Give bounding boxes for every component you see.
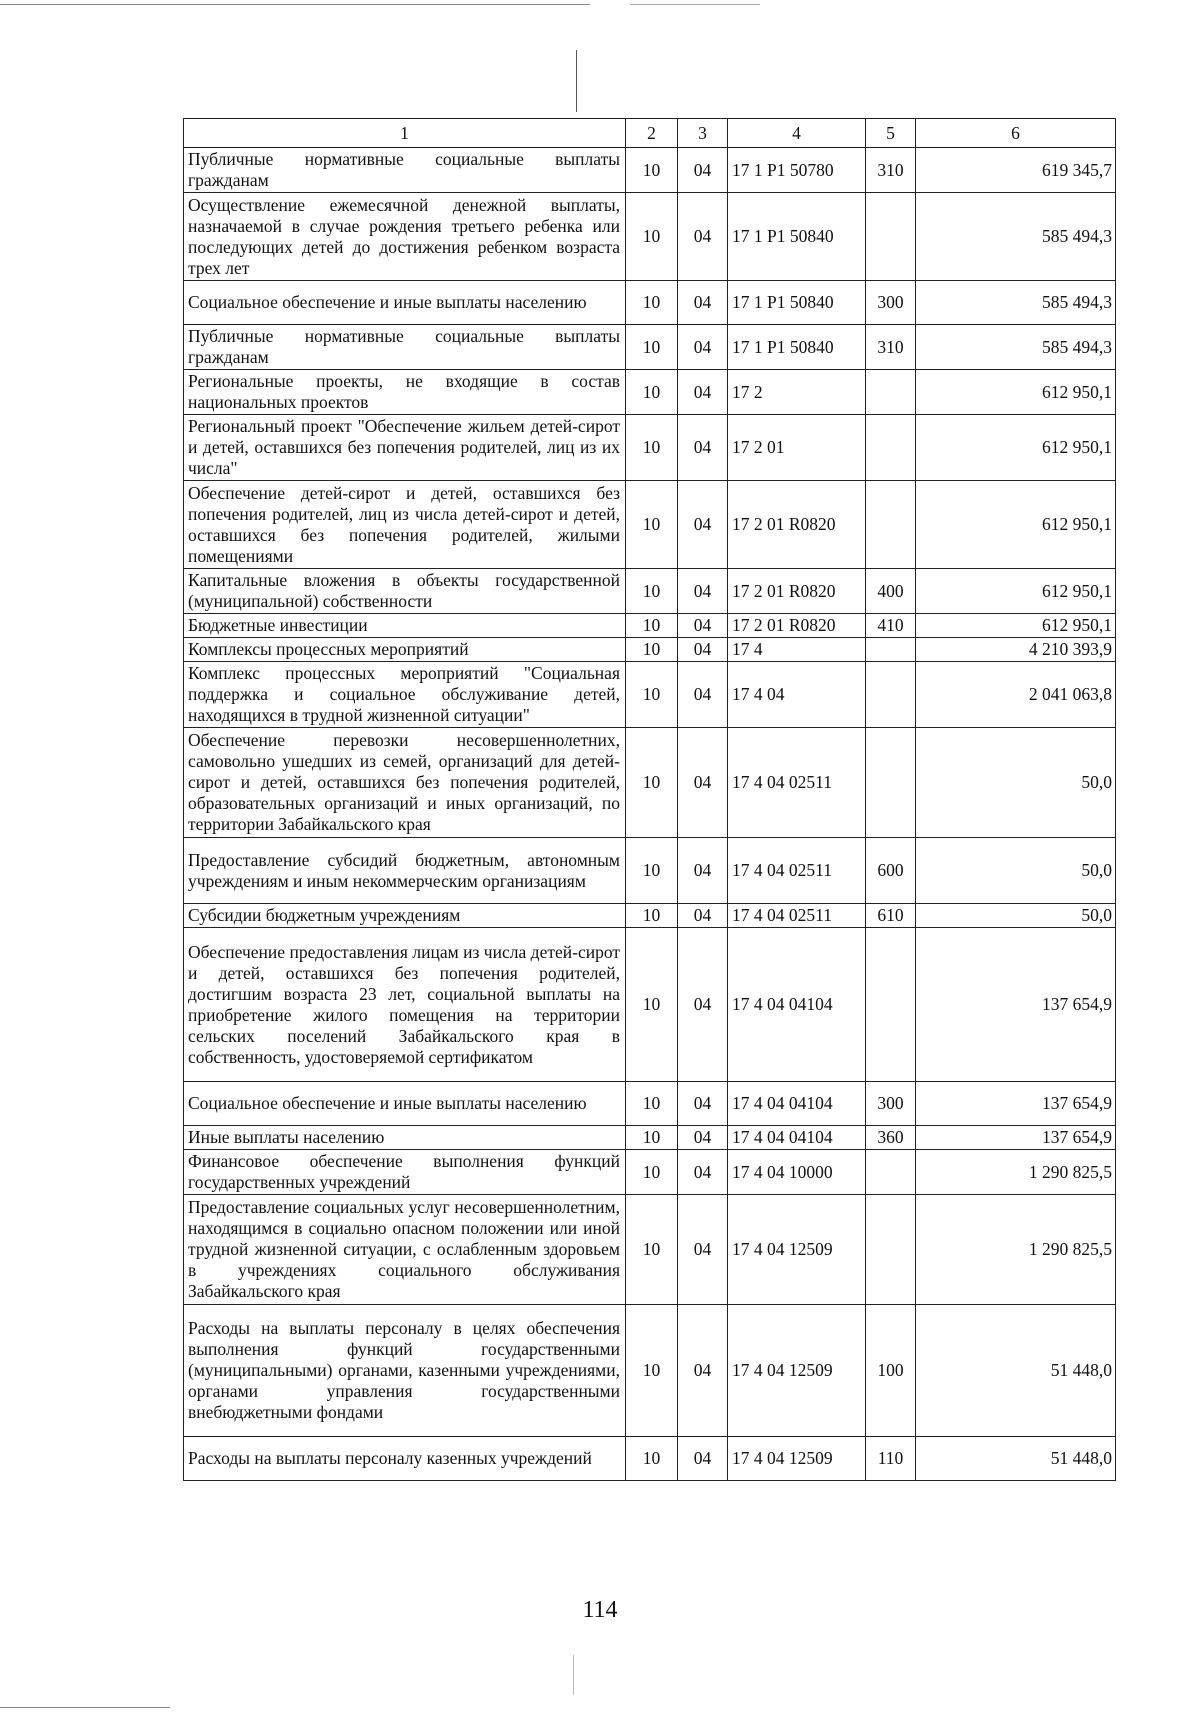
section-code-cell: 10: [626, 1082, 678, 1126]
amount-cell: 612 950,1: [916, 370, 1116, 415]
table-row: [184, 614, 1116, 638]
table-row: [184, 481, 1116, 569]
table-row: [184, 1150, 1116, 1195]
subsection-code-cell: 04: [678, 148, 728, 193]
row-name-cell: Социальное обеспечение и иные выплаты населению: [184, 1082, 626, 1126]
subsection-code-cell: 04: [678, 838, 728, 904]
column-header: 5: [866, 119, 916, 148]
subsection-code-cell: 04: [678, 370, 728, 415]
target-article-cell: 17 4 04 12509: [728, 1305, 866, 1437]
expense-type-cell: [866, 928, 916, 1082]
section-code-cell: 10: [626, 838, 678, 904]
column-header: 2: [626, 119, 678, 148]
target-article-cell: 17 4 04 12509: [728, 1437, 866, 1481]
expense-type-cell: [866, 193, 916, 281]
amount-cell: 612 950,1: [916, 481, 1116, 569]
table-row: [184, 148, 1116, 193]
table-row: [184, 904, 1116, 928]
target-article-cell: 17 2: [728, 370, 866, 415]
table-header-row: [184, 119, 1116, 148]
amount-cell: 2 041 063,8: [916, 662, 1116, 728]
expense-type-cell: 100: [866, 1305, 916, 1437]
subsection-code-cell: 04: [678, 904, 728, 928]
row-name-cell: Социальное обеспечение и иные выплаты населению: [184, 281, 626, 325]
amount-cell: 51 448,0: [916, 1437, 1116, 1481]
target-article-cell: 17 4 04 04104: [728, 928, 866, 1082]
amount-cell: 51 448,0: [916, 1305, 1116, 1437]
subsection-code-cell: 04: [678, 1437, 728, 1481]
amount-cell: 585 494,3: [916, 193, 1116, 281]
section-code-cell: 10: [626, 148, 678, 193]
table-row: [184, 1195, 1116, 1305]
row-name-cell: Предоставление субсидий бюджетным, автономным учреждениям и иным некоммерческим организациям: [184, 838, 626, 904]
row-name-cell: Обеспечение перевозки несовершеннолетних, самовольно ушедших из семей, организаций для детей-сирот и детей, оставшихся без попечения родителей, образовательных организаций и иных организаций, по территории Забайкальского края: [184, 728, 626, 838]
row-name-cell: Иные выплаты населению: [184, 1126, 626, 1150]
subsection-code-cell: 04: [678, 193, 728, 281]
scan-edge-bottom: [0, 1707, 170, 1708]
target-article-cell: 17 2 01 R0820: [728, 481, 866, 569]
section-code-cell: 10: [626, 1126, 678, 1150]
row-name-cell: Публичные нормативные социальные выплаты гражданам: [184, 325, 626, 370]
subsection-code-cell: 04: [678, 728, 728, 838]
expense-type-cell: [866, 481, 916, 569]
section-code-cell: 10: [626, 193, 678, 281]
amount-cell: 50,0: [916, 838, 1116, 904]
target-article-cell: 17 4 04 04104: [728, 1082, 866, 1126]
table-row: [184, 662, 1116, 728]
subsection-code-cell: 04: [678, 569, 728, 614]
expense-type-cell: 400: [866, 569, 916, 614]
scan-edge-top-right: [630, 4, 760, 5]
row-name-cell: Региональные проекты, не входящие в состав национальных проектов: [184, 370, 626, 415]
table-row: [184, 1305, 1116, 1437]
table-row: [184, 193, 1116, 281]
subsection-code-cell: 04: [678, 614, 728, 638]
table-row: [184, 838, 1116, 904]
target-article-cell: 17 4 04: [728, 662, 866, 728]
row-name-cell: Комплексы процессных мероприятий: [184, 638, 626, 662]
target-article-cell: 17 4 04 02511: [728, 728, 866, 838]
budget-table: [183, 118, 1116, 1481]
column-header: 3: [678, 119, 728, 148]
subsection-code-cell: 04: [678, 1195, 728, 1305]
table-row: [184, 1082, 1116, 1126]
row-name-cell: Комплекс процессных мероприятий "Социальная поддержка и социальное обслуживание детей, находящихся в трудной жизненной ситуации": [184, 662, 626, 728]
subsection-code-cell: 04: [678, 1305, 728, 1437]
table-row: [184, 370, 1116, 415]
expense-type-cell: [866, 415, 916, 481]
table-row: [184, 928, 1116, 1082]
subsection-code-cell: 04: [678, 1082, 728, 1126]
expense-type-cell: 410: [866, 614, 916, 638]
amount-cell: 4 210 393,9: [916, 638, 1116, 662]
expense-type-cell: [866, 638, 916, 662]
table-row: [184, 1437, 1116, 1481]
amount-cell: 619 345,7: [916, 148, 1116, 193]
subsection-code-cell: 04: [678, 415, 728, 481]
expense-type-cell: [866, 1195, 916, 1305]
row-name-cell: Расходы на выплаты персоналу в целях обеспечения выполнения функций государственными (муниципальными) органами, казенными учреждениями, органами управления государственными внебюджетными фондами: [184, 1305, 626, 1437]
section-code-cell: 10: [626, 415, 678, 481]
table-row: [184, 728, 1116, 838]
row-name-cell: Публичные нормативные социальные выплаты гражданам: [184, 148, 626, 193]
table-row: [184, 569, 1116, 614]
row-name-cell: Предоставление социальных услуг несовершеннолетним, находящимся в социально опасном положении или иной трудной жизненной ситуации, с ослабленным здоровьем в учреждениях социального обслуживания Забайкальского края: [184, 1195, 626, 1305]
target-article-cell: 17 2 01 R0820: [728, 614, 866, 638]
section-code-cell: 10: [626, 1150, 678, 1195]
amount-cell: 612 950,1: [916, 569, 1116, 614]
amount-cell: 50,0: [916, 728, 1116, 838]
section-code-cell: 10: [626, 928, 678, 1082]
row-name-cell: Субсидии бюджетным учреждениям: [184, 904, 626, 928]
row-name-cell: Региональный проект "Обеспечение жильем детей-сирот и детей, оставшихся без попечения родителей, лиц из их числа": [184, 415, 626, 481]
table-row: [184, 638, 1116, 662]
subsection-code-cell: 04: [678, 325, 728, 370]
amount-cell: 585 494,3: [916, 325, 1116, 370]
amount-cell: 137 654,9: [916, 1126, 1116, 1150]
subsection-code-cell: 04: [678, 638, 728, 662]
section-code-cell: 10: [626, 569, 678, 614]
row-name-cell: Финансовое обеспечение выполнения функций государственных учреждений: [184, 1150, 626, 1195]
section-code-cell: 10: [626, 1195, 678, 1305]
column-header: 6: [916, 119, 1116, 148]
target-article-cell: 17 1 P1 50840: [728, 193, 866, 281]
target-article-cell: 17 1 P1 50780: [728, 148, 866, 193]
expense-type-cell: [866, 662, 916, 728]
fold-mark-bottom: [573, 1655, 574, 1695]
section-code-cell: 10: [626, 662, 678, 728]
expense-type-cell: 360: [866, 1126, 916, 1150]
section-code-cell: 10: [626, 614, 678, 638]
section-code-cell: 10: [626, 281, 678, 325]
amount-cell: 612 950,1: [916, 415, 1116, 481]
target-article-cell: 17 1 P1 50840: [728, 325, 866, 370]
row-name-cell: Расходы на выплаты персоналу казенных учреждений: [184, 1437, 626, 1481]
section-code-cell: 10: [626, 481, 678, 569]
expense-type-cell: 310: [866, 325, 916, 370]
section-code-cell: 10: [626, 638, 678, 662]
subsection-code-cell: 04: [678, 662, 728, 728]
page-number: 114: [582, 1597, 618, 1623]
expense-type-cell: [866, 1150, 916, 1195]
column-header: 4: [728, 119, 866, 148]
section-code-cell: 10: [626, 728, 678, 838]
expense-type-cell: [866, 728, 916, 838]
table-row: [184, 325, 1116, 370]
target-article-cell: 17 4 04 12509: [728, 1195, 866, 1305]
target-article-cell: 17 4 04 10000: [728, 1150, 866, 1195]
fold-mark: [576, 50, 577, 112]
row-name-cell: Обеспечение предоставления лицам из числа детей-сирот и детей, оставшихся без попечения родителей, достигшим возраста 23 лет, социальной выплаты на приобретение жилого помещения на территории сельских поселений Забайкальского края в собственность, удостоверяемой сертификатом: [184, 928, 626, 1082]
amount-cell: 1 290 825,5: [916, 1150, 1116, 1195]
amount-cell: 612 950,1: [916, 614, 1116, 638]
section-code-cell: 10: [626, 1305, 678, 1437]
row-name-cell: Капитальные вложения в объекты государственной (муниципальной) собственности: [184, 569, 626, 614]
section-code-cell: 10: [626, 1437, 678, 1481]
subsection-code-cell: 04: [678, 928, 728, 1082]
row-name-cell: Осуществление ежемесячной денежной выплаты, назначаемой в случае рождения третьего ребенка или последующих детей до достижения ребенком возраста трех лет: [184, 193, 626, 281]
target-article-cell: 17 1 P1 50840: [728, 281, 866, 325]
expense-type-cell: 610: [866, 904, 916, 928]
amount-cell: 50,0: [916, 904, 1116, 928]
table-row: [184, 281, 1116, 325]
section-code-cell: 10: [626, 904, 678, 928]
amount-cell: 585 494,3: [916, 281, 1116, 325]
amount-cell: 1 290 825,5: [916, 1195, 1116, 1305]
target-article-cell: 17 2 01 R0820: [728, 569, 866, 614]
target-article-cell: 17 2 01: [728, 415, 866, 481]
scan-edge-top: [0, 4, 590, 5]
target-article-cell: 17 4 04 04104: [728, 1126, 866, 1150]
row-name-cell: Бюджетные инвестиции: [184, 614, 626, 638]
section-code-cell: 10: [626, 370, 678, 415]
target-article-cell: 17 4 04 02511: [728, 904, 866, 928]
amount-cell: 137 654,9: [916, 928, 1116, 1082]
column-header: 1: [184, 119, 626, 148]
table-row: [184, 415, 1116, 481]
target-article-cell: 17 4 04 02511: [728, 838, 866, 904]
section-code-cell: 10: [626, 325, 678, 370]
expense-type-cell: [866, 370, 916, 415]
row-name-cell: Обеспечение детей-сирот и детей, оставшихся без попечения родителей, лиц из числа детей-сирот и детей, оставшихся без попечения родителей, жилыми помещениями: [184, 481, 626, 569]
expense-type-cell: 600: [866, 838, 916, 904]
subsection-code-cell: 04: [678, 481, 728, 569]
subsection-code-cell: 04: [678, 1126, 728, 1150]
target-article-cell: 17 4: [728, 638, 866, 662]
expense-type-cell: 300: [866, 1082, 916, 1126]
expense-type-cell: 110: [866, 1437, 916, 1481]
amount-cell: 137 654,9: [916, 1082, 1116, 1126]
table-row: [184, 1126, 1116, 1150]
expense-type-cell: 300: [866, 281, 916, 325]
expense-type-cell: 310: [866, 148, 916, 193]
subsection-code-cell: 04: [678, 281, 728, 325]
subsection-code-cell: 04: [678, 1150, 728, 1195]
